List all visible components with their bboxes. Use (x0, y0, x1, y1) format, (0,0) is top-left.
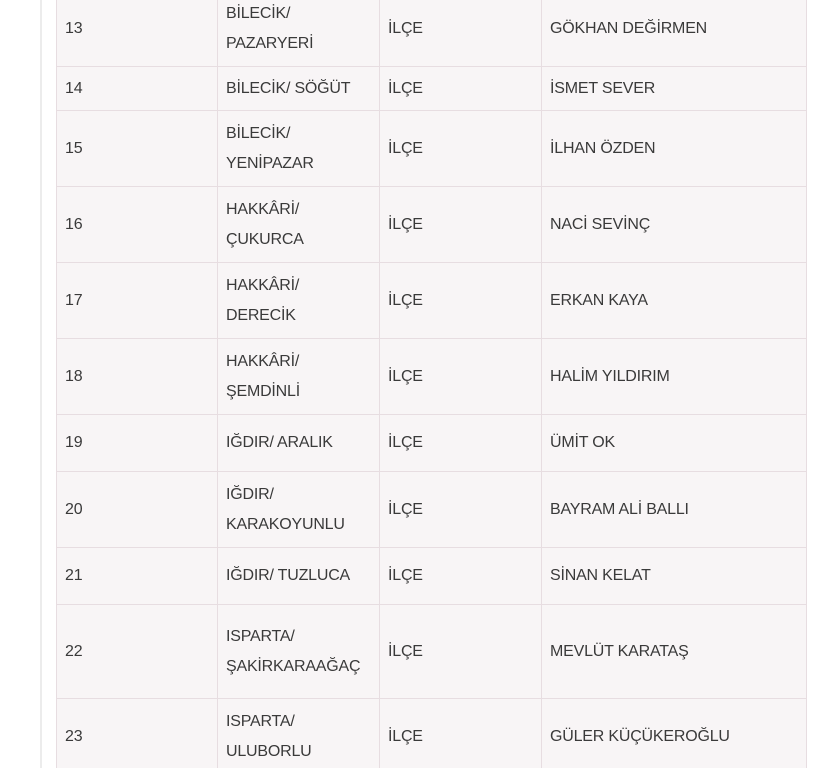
type-cell: İLÇE (380, 472, 542, 548)
location-cell: BİLECİK/ SÖĞÜT (218, 67, 380, 111)
candidate-name-cell: HALİM YILDIRIM (542, 339, 807, 415)
candidate-name-cell: İSMET SEVER (542, 67, 807, 111)
table-row (57, 415, 807, 472)
row-number-cell: 21 (57, 548, 218, 605)
row-number-cell: 16 (57, 187, 218, 263)
table-row (57, 699, 807, 768)
row-number-cell: 22 (57, 605, 218, 699)
table-row (57, 263, 807, 339)
location-cell: ISPARTA/ ŞAKİRKARAAĞAÇ (218, 605, 380, 699)
table-row (57, 67, 807, 111)
location-cell: ISPARTA/ ULUBORLU (218, 699, 380, 768)
type-cell: İLÇE (380, 415, 542, 472)
table-row (57, 472, 807, 548)
type-cell: İLÇE (380, 548, 542, 605)
candidate-name-cell: İLHAN ÖZDEN (542, 111, 807, 187)
table-row (57, 339, 807, 415)
row-number-cell: 15 (57, 111, 218, 187)
location-cell: IĞDIR/ TUZLUCA (218, 548, 380, 605)
table-row (57, 187, 807, 263)
candidate-name-cell: BAYRAM ALİ BALLI (542, 472, 807, 548)
candidate-name-cell: NACİ SEVİNÇ (542, 187, 807, 263)
candidates-table (56, 0, 807, 768)
table-row (57, 0, 807, 67)
candidate-name-cell: GÖKHAN DEĞİRMEN (542, 0, 807, 67)
results-table-wrapper (56, 0, 804, 768)
row-number-cell: 19 (57, 415, 218, 472)
row-number-cell: 17 (57, 263, 218, 339)
type-cell: İLÇE (380, 339, 542, 415)
candidate-name-cell: ERKAN KAYA (542, 263, 807, 339)
row-number-cell: 13 (57, 0, 218, 67)
table-row (57, 548, 807, 605)
type-cell: İLÇE (380, 263, 542, 339)
row-number-cell: 20 (57, 472, 218, 548)
candidate-name-cell: MEVLÜT KARATAŞ (542, 605, 807, 699)
location-cell: IĞDIR/ KARAKOYUNLU (218, 472, 380, 548)
type-cell: İLÇE (380, 67, 542, 111)
location-cell: BİLECİK/ YENİPAZAR (218, 111, 380, 187)
candidate-name-cell: SİNAN KELAT (542, 548, 807, 605)
location-cell: HAKKÂRİ/ ÇUKURCA (218, 187, 380, 263)
location-cell: BİLECİK/ PAZARYERİ (218, 0, 380, 67)
content-left-border (40, 0, 42, 768)
type-cell: İLÇE (380, 605, 542, 699)
location-cell: HAKKÂRİ/ ŞEMDİNLİ (218, 339, 380, 415)
candidate-name-cell: GÜLER KÜÇÜKEROĞLU (542, 699, 807, 768)
candidate-name-cell: ÜMİT OK (542, 415, 807, 472)
row-number-cell: 23 (57, 699, 218, 768)
type-cell: İLÇE (380, 699, 542, 768)
type-cell: İLÇE (380, 0, 542, 67)
location-cell: HAKKÂRİ/ DERECİK (218, 263, 380, 339)
type-cell: İLÇE (380, 187, 542, 263)
row-number-cell: 14 (57, 67, 218, 111)
type-cell: İLÇE (380, 111, 542, 187)
table-row (57, 111, 807, 187)
location-cell: IĞDIR/ ARALIK (218, 415, 380, 472)
table-row (57, 605, 807, 699)
row-number-cell: 18 (57, 339, 218, 415)
